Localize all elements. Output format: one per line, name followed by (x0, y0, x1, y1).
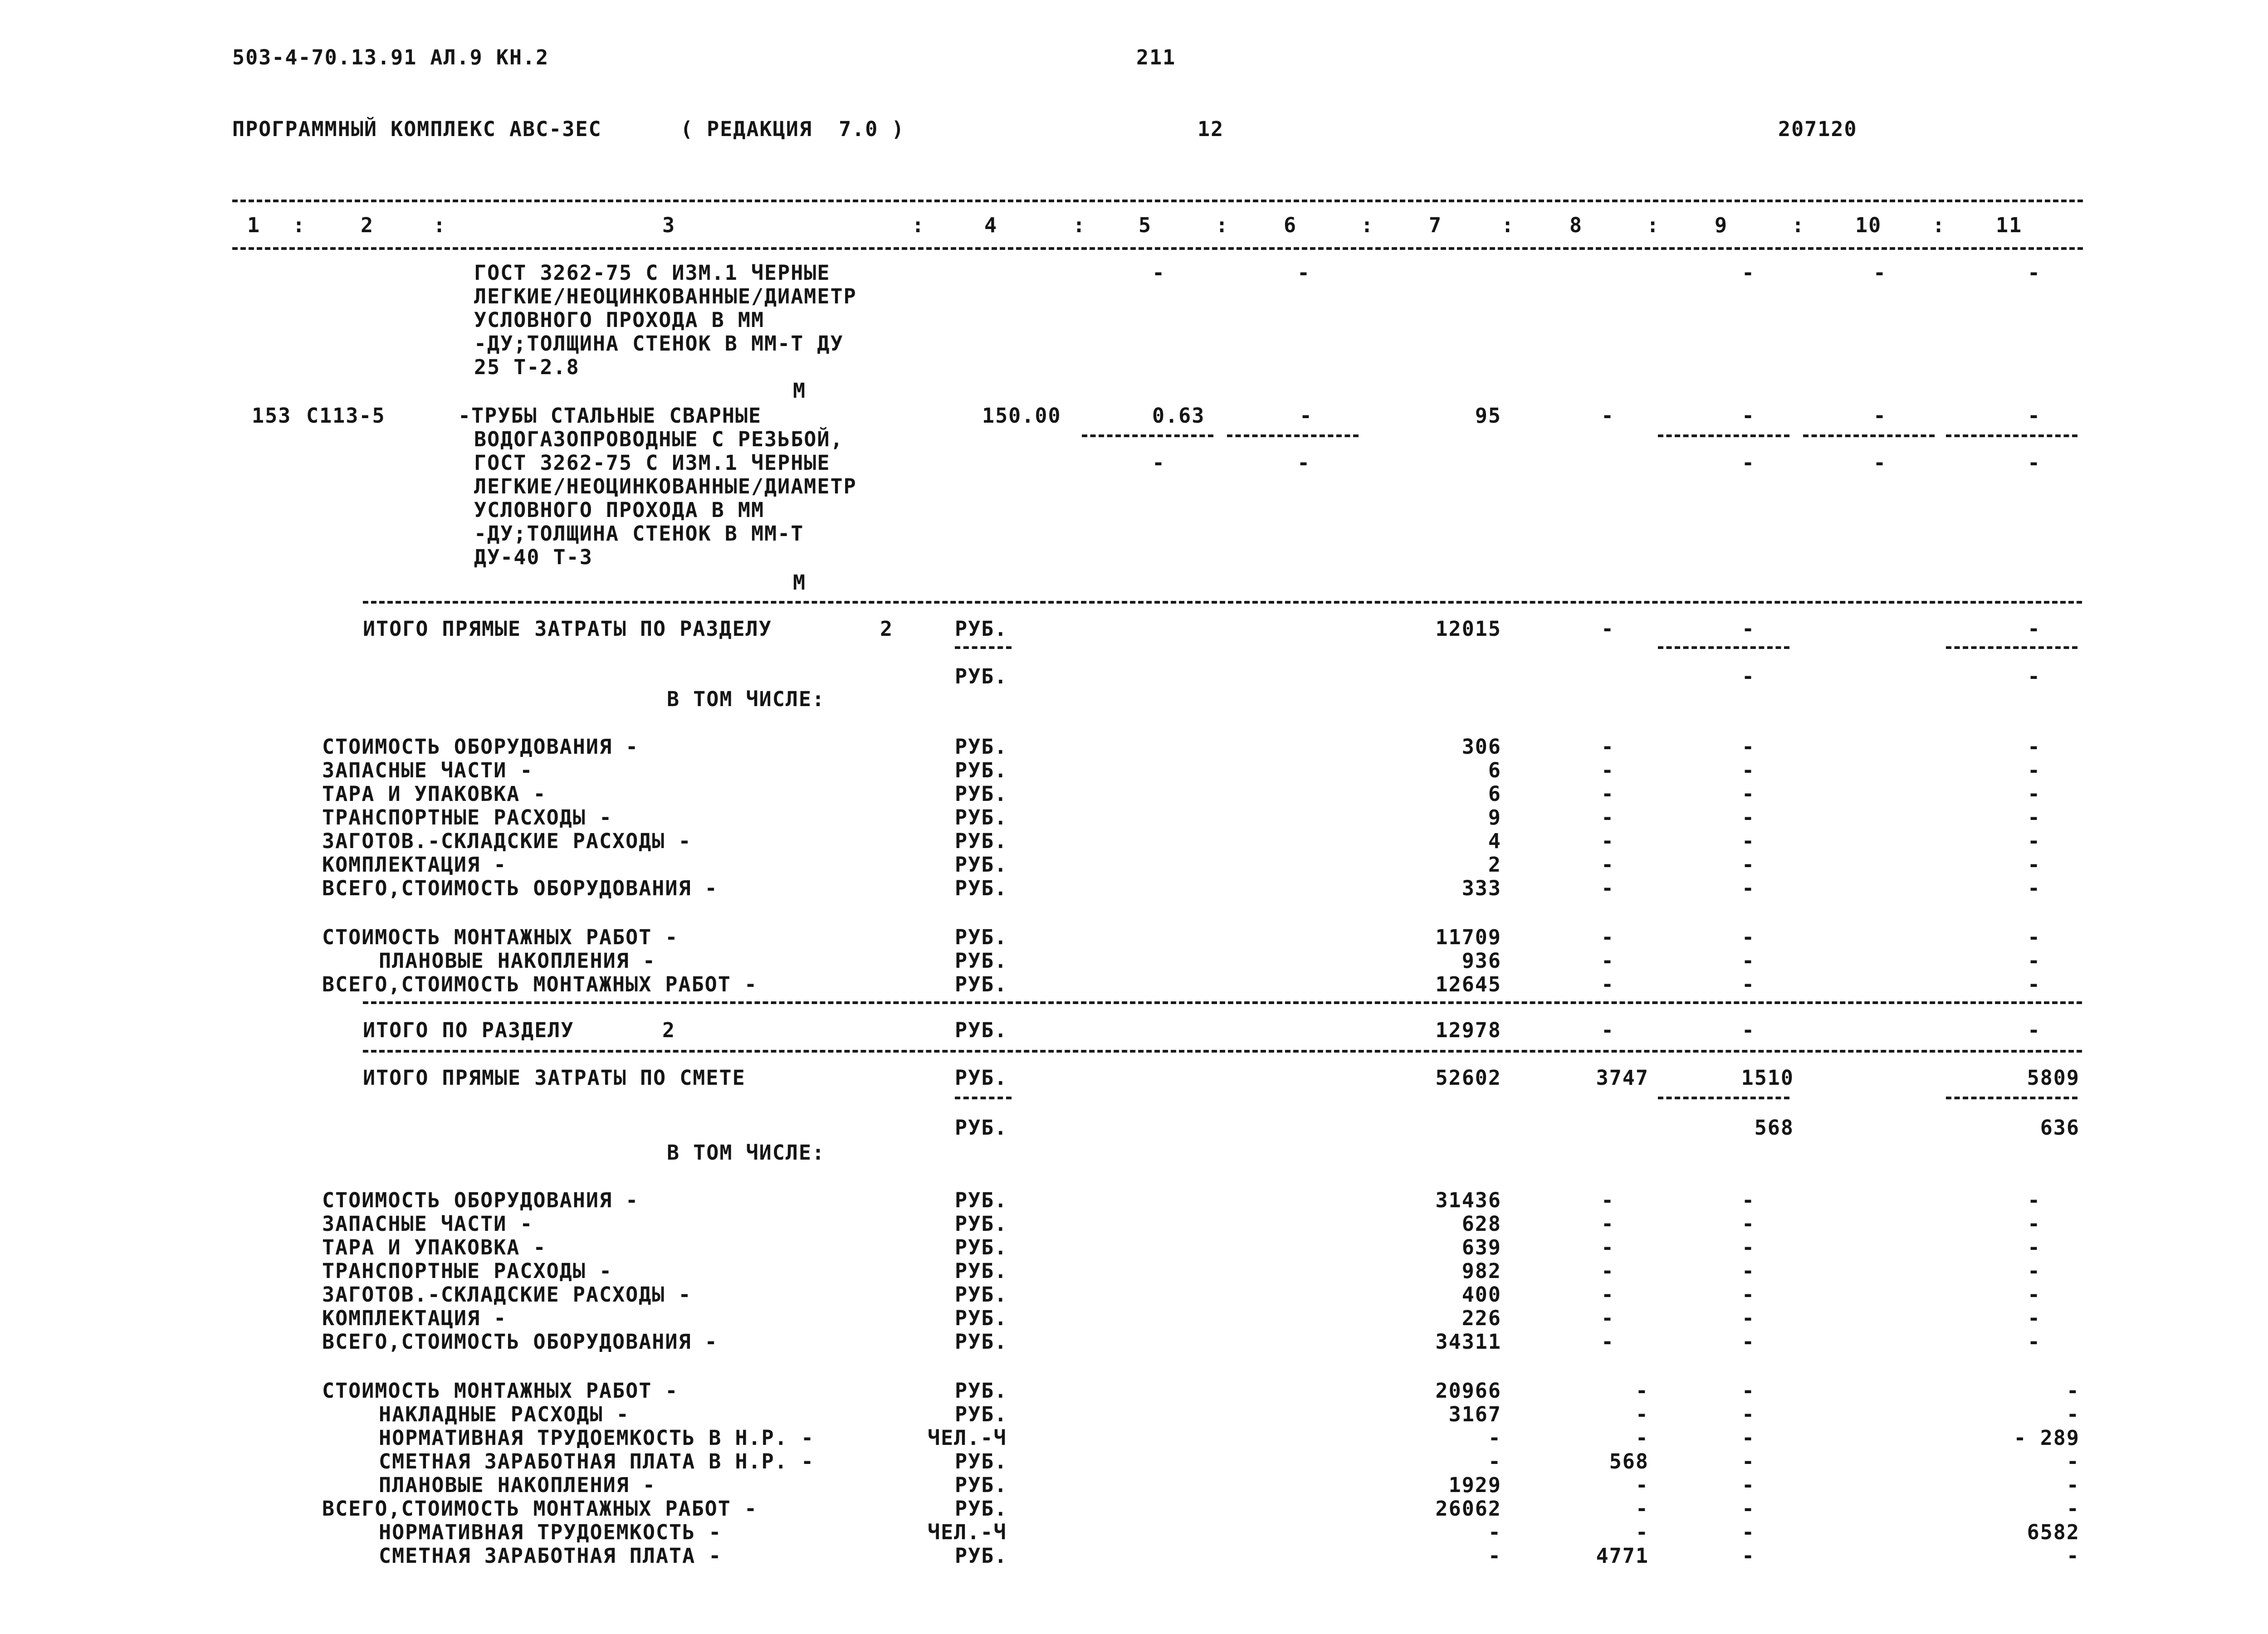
unit: РУБ. (955, 1449, 1008, 1473)
item-text-line: -ДУ;ТОЛЩИНА СТЕНОК В ММ-Т (474, 522, 804, 546)
unit: РУБ. (955, 1283, 1008, 1307)
dash-mark: - (1601, 949, 1615, 973)
dash-mark: - (2028, 1212, 2041, 1236)
unit: РУБ. (955, 949, 1008, 973)
item-text-line: 25 Т-2.8 (474, 355, 580, 379)
cost-value: 3167 (1448, 1402, 1501, 1426)
sub-rule (1658, 434, 1789, 437)
col-header: 3 (662, 213, 676, 237)
dash-mark: - (1873, 451, 1887, 475)
dash-mark: - (1601, 1259, 1615, 1283)
unit: РУБ. (955, 805, 1008, 829)
including-label: В ТОМ ЧИСЛЕ: (667, 687, 826, 711)
sub-rule (955, 646, 1012, 649)
dash-mark: - (1742, 261, 1755, 285)
dash-mark: - (1742, 1306, 1755, 1330)
cost-label: НОРМАТИВНАЯ ТРУДОЕМКОСТЬ - (379, 1520, 722, 1544)
col11-value: 6582 (2027, 1520, 2080, 1544)
col8-value: - (1635, 1426, 1649, 1450)
item-total: 95 (1475, 404, 1501, 428)
program-name: ПРОГРАММНЫЙ КОМПЛЕКС АВС-3ЕС (232, 117, 602, 141)
dash-mark: - (1742, 451, 1755, 475)
sub-rule (1658, 646, 1789, 649)
col11-value: - (2066, 1473, 2080, 1497)
dash-mark: - (1601, 404, 1615, 428)
section-rule (363, 601, 2082, 604)
cost-value: 333 (1461, 876, 1501, 900)
dash-mark: - (1601, 876, 1615, 900)
col8-value: - (1635, 1497, 1649, 1521)
cost-label: СМЕТНАЯ ЗАРАБОТНАЯ ПЛАТА В Н.Р. - (379, 1449, 815, 1473)
sub-rule (1227, 434, 1359, 437)
unit: РУБ. (955, 1188, 1008, 1212)
estimate-col11: 5809 (2027, 1066, 2080, 1090)
unit: РУБ. (955, 664, 1008, 688)
dash-mark: - (2028, 1235, 2041, 1259)
dash-mark: - (2028, 261, 2041, 285)
cost-label: ЗАПАСНЫЕ ЧАСТИ - (322, 758, 533, 782)
cost-label: ЗАПАСНЫЕ ЧАСТИ - (322, 1212, 533, 1236)
item-unit: М (793, 571, 807, 595)
col-header: 10 (1855, 213, 1882, 237)
section-direct-label: ИТОГО ПРЯМЫЕ ЗАТРАТЫ ПО РАЗДЕЛУ (363, 617, 772, 641)
col8-value: - (1635, 1520, 1649, 1544)
unit: РУБ. (955, 1259, 1008, 1283)
doc-number: 207120 (1778, 117, 1857, 141)
sub-rule (1946, 646, 2077, 649)
cost-value: 6 (1488, 758, 1501, 782)
dash-mark: - (1742, 972, 1755, 996)
unit: ЧЕЛ.-Ч (928, 1426, 1007, 1450)
dash-mark: - (1601, 1235, 1615, 1259)
doc-code: 503-4-70.13.91 АЛ.9 КН.2 (232, 45, 549, 69)
dash-mark: - (1601, 1283, 1615, 1307)
including-label: В ТОМ ЧИСЛЕ: (667, 1141, 826, 1165)
dash-mark: - (1152, 261, 1166, 285)
item-code: С113-5 (306, 404, 386, 428)
col-header: 5 (1139, 213, 1152, 237)
cost-label: НАКЛАДНЫЕ РАСХОДЫ - (379, 1402, 630, 1426)
dash-mark: - (2028, 949, 2041, 973)
sub-rule (1803, 434, 1935, 437)
col-header: 7 (1429, 213, 1442, 237)
col-header: 1 (247, 213, 261, 237)
dash-mark: - (2028, 972, 2041, 996)
cost-value: - (1488, 1426, 1501, 1450)
dash-mark: - (1742, 1520, 1755, 1544)
unit: РУБ. (955, 829, 1008, 853)
cost-value: 982 (1461, 1259, 1501, 1283)
dash-mark: - (1601, 1306, 1615, 1330)
cost-value: 12645 (1435, 972, 1501, 996)
col-sep: : (1792, 213, 1805, 237)
item-text-line: УСЛОВНОГО ПРОХОДА В ММ (474, 498, 765, 522)
dash-mark: - (1742, 1188, 1755, 1212)
dash-mark: - (1297, 451, 1311, 475)
col-header: 4 (984, 213, 998, 237)
cost-value: 306 (1461, 735, 1501, 759)
item-text-line: ВОДОГАЗОПРОВОДНЫЕ С РЕЗЬБОЙ, (474, 427, 844, 451)
dash-mark: - (1742, 1259, 1755, 1283)
cost-label: ЗАГОТОВ.-СКЛАДСКИЕ РАСХОДЫ - (322, 829, 692, 853)
cost-label: ВСЕГО,СТОИМОСТЬ МОНТАЖНЫХ РАБОТ - (322, 972, 758, 996)
unit: РУБ. (955, 972, 1008, 996)
dash-mark: - (2028, 782, 2041, 806)
dash-mark: - (1742, 1402, 1755, 1426)
dash-mark: - (1873, 261, 1887, 285)
col-sep: : (912, 213, 925, 237)
dash-mark: - (2028, 876, 2041, 900)
dash-mark: - (1601, 617, 1615, 641)
dash-mark: - (1601, 1018, 1615, 1042)
unit: ЧЕЛ.-Ч (928, 1520, 1007, 1544)
cost-label: ТРАНСПОРТНЫЕ РАСХОДЫ - (322, 805, 613, 829)
col-header: 8 (1569, 213, 1583, 237)
unit: РУБ. (955, 1402, 1008, 1426)
unit: РУБ. (955, 1473, 1008, 1497)
dash-mark: - (2028, 805, 2041, 829)
col-header: 6 (1284, 213, 1297, 237)
unit: РУБ. (955, 1306, 1008, 1330)
unit: РУБ. (955, 735, 1008, 759)
dash-mark: - (2028, 1330, 2041, 1354)
col-sep: : (1073, 213, 1086, 237)
dash-mark: - (2028, 853, 2041, 877)
dash-mark: - (1742, 925, 1755, 949)
unit: РУБ. (955, 1379, 1008, 1403)
dash-mark: - (1297, 261, 1311, 285)
cost-value: - (1488, 1520, 1501, 1544)
dash-mark: - (2028, 1018, 2041, 1042)
dash-mark: - (1601, 735, 1615, 759)
estimate-col8: 3747 (1596, 1066, 1649, 1090)
dash-mark: - (2028, 1188, 2041, 1212)
col11-value: - (2066, 1402, 2080, 1426)
section-number: 2 (662, 1018, 676, 1042)
cost-value: 9 (1488, 805, 1501, 829)
col-sep: : (293, 213, 306, 237)
dash-mark: - (2028, 735, 2041, 759)
unit: РУБ. (955, 1066, 1008, 1090)
unit: РУБ. (955, 1544, 1008, 1568)
col-sep: : (1216, 213, 1229, 237)
cost-value: 20966 (1435, 1379, 1501, 1403)
dash-mark: - (1742, 1473, 1755, 1497)
cost-label: СТОИМОСТЬ МОНТАЖНЫХ РАБОТ - (322, 1379, 679, 1403)
item-text-line: УСЛОВНОГО ПРОХОДА В ММ (474, 308, 765, 332)
estimate-col9: 1510 (1741, 1066, 1794, 1090)
cost-label: ТРАНСПОРТНЫЕ РАСХОДЫ - (322, 1259, 613, 1283)
sub-rule (1946, 434, 2077, 437)
col11-value: - (2066, 1544, 2080, 1568)
item-text-line: ГОСТ 3262-75 С ИЗМ.1 ЧЕРНЫЕ (474, 261, 831, 285)
dash-mark: - (1742, 1018, 1755, 1042)
dash-mark: - (1601, 1188, 1615, 1212)
dash-mark: - (1742, 1379, 1755, 1403)
item-text-line: ДУ-40 Т-3 (474, 545, 593, 569)
cost-value: 936 (1461, 949, 1501, 973)
section-total-value: 12978 (1435, 1018, 1501, 1042)
cost-label: СТОИМОСТЬ ОБОРУДОВАНИЯ - (322, 735, 639, 759)
cost-label: СМЕТНАЯ ЗАРАБОТНАЯ ПЛАТА - (379, 1544, 722, 1568)
dash-mark: - (1742, 829, 1755, 853)
dash-mark: - (1742, 404, 1755, 428)
dash-mark: - (2028, 664, 2041, 688)
col-sep: : (433, 213, 447, 237)
section-direct-total: 12015 (1435, 617, 1501, 641)
estimate-col11-sub: 636 (2040, 1116, 2080, 1140)
dash-mark: - (1742, 805, 1755, 829)
col-sep: : (1647, 213, 1660, 237)
dash-mark: - (1742, 758, 1755, 782)
col-sep: : (1361, 213, 1374, 237)
cost-value: - (1488, 1544, 1501, 1568)
cost-value: 26062 (1435, 1497, 1501, 1521)
dash-mark: - (2028, 617, 2041, 641)
cost-value: 226 (1461, 1306, 1501, 1330)
dash-mark: - (1742, 949, 1755, 973)
table-top-rule (232, 200, 2083, 202)
col11-value: - (2066, 1449, 2080, 1473)
dash-mark: - (2028, 1259, 2041, 1283)
sub-rule (955, 1097, 1012, 1099)
sub-rule (1082, 434, 1213, 437)
col11-value: - (2066, 1379, 2080, 1403)
dash-mark: - (1742, 617, 1755, 641)
dash-mark: - (2028, 451, 2041, 475)
dash-mark: - (1742, 876, 1755, 900)
dash-mark: - (1742, 1497, 1755, 1521)
unit: РУБ. (955, 758, 1008, 782)
cost-label: НОРМАТИВНАЯ ТРУДОЕМКОСТЬ В Н.Р. - (379, 1426, 815, 1450)
cost-label: ПЛАНОВЫЕ НАКОПЛЕНИЯ - (379, 949, 656, 973)
sub-rule (1658, 1097, 1789, 1099)
item-unit: М (793, 379, 807, 403)
item-text-line: -ТРУБЫ СТАЛЬНЫЕ СВАРНЫЕ (458, 404, 762, 428)
item-text-line: ЛЕГКИЕ/НЕОЦИНКОВАННЫЕ/ДИАМЕТР (474, 284, 857, 308)
unit: РУБ. (955, 1116, 1008, 1140)
cost-label: СТОИМОСТЬ ОБОРУДОВАНИЯ - (322, 1188, 639, 1212)
dash-mark: - (1601, 853, 1615, 877)
estimate-col9-sub: 568 (1754, 1116, 1794, 1140)
cost-value: - (1488, 1449, 1501, 1473)
cost-value: 4 (1488, 829, 1501, 853)
col11-value: - (2066, 1497, 2080, 1521)
unit: РУБ. (955, 925, 1008, 949)
cost-label: КОМПЛЕКТАЦИЯ - (322, 853, 507, 877)
unit: РУБ. (955, 782, 1008, 806)
col8-value: 568 (1609, 1449, 1649, 1473)
col-header: 9 (1715, 213, 1728, 237)
dash-mark: - (1742, 1544, 1755, 1568)
dash-mark: - (1742, 1235, 1755, 1259)
cost-label: ЗАГОТОВ.-СКЛАДСКИЕ РАСХОДЫ - (322, 1283, 692, 1307)
unit: РУБ. (955, 876, 1008, 900)
dash-mark: - (1742, 1283, 1755, 1307)
dash-mark: - (1601, 805, 1615, 829)
cost-label: ТАРА И УПАКОВКА - (322, 782, 547, 806)
cost-label: ВСЕГО,СТОИМОСТЬ ОБОРУДОВАНИЯ - (322, 1330, 718, 1354)
dash-mark: - (1601, 1212, 1615, 1236)
cost-label: ПЛАНОВЫЕ НАКОПЛЕНИЯ - (379, 1473, 656, 1497)
item-text-line: ЛЕГКИЕ/НЕОЦИНКОВАННЫЕ/ДИАМЕТР (474, 474, 857, 498)
unit: РУБ. (955, 617, 1008, 641)
cost-value: 400 (1461, 1283, 1501, 1307)
dash-mark: - (1601, 782, 1615, 806)
col8-value: - (1635, 1379, 1649, 1403)
dash-mark: - (1601, 758, 1615, 782)
dash-mark: - (2028, 758, 2041, 782)
dash-mark: - (2028, 404, 2041, 428)
unit: РУБ. (955, 1497, 1008, 1521)
col-sep: : (1501, 213, 1515, 237)
dash-mark: - (2028, 1306, 2041, 1330)
item-quantity: 150.00 (982, 404, 1061, 428)
unit: РУБ. (955, 1235, 1008, 1259)
cost-label: ТАРА И УПАКОВКА - (322, 1235, 547, 1259)
cost-label: СТОИМОСТЬ МОНТАЖНЫХ РАБОТ - (322, 925, 679, 949)
dash-mark: - (1742, 782, 1755, 806)
unit: РУБ. (955, 1018, 1008, 1042)
col-header: 2 (361, 213, 374, 237)
cost-value: 31436 (1435, 1188, 1501, 1212)
page-number: 211 (1136, 45, 1176, 69)
dash-mark: - (2028, 925, 2041, 949)
dash-mark: - (1742, 1426, 1755, 1450)
item-unit-price: 0.63 (1152, 404, 1205, 428)
col8-value: - (1635, 1402, 1649, 1426)
dash-mark: - (1300, 404, 1313, 428)
section-number: 2 (880, 617, 894, 641)
estimate-direct-total: 52602 (1435, 1066, 1501, 1090)
unit: РУБ. (955, 853, 1008, 877)
dash-mark: - (1742, 1330, 1755, 1354)
header-bottom-rule (232, 247, 2083, 250)
dash-mark: - (1742, 1449, 1755, 1473)
cost-value: 639 (1461, 1235, 1501, 1259)
unit: РУБ. (955, 1330, 1008, 1354)
dash-mark: - (1152, 451, 1166, 475)
sub-rule (1946, 1097, 2077, 1099)
edition: ( РЕДАКЦИЯ 7.0 ) (680, 117, 905, 141)
dash-mark: - (1742, 664, 1755, 688)
col11-value: - 289 (2014, 1426, 2080, 1450)
dash-mark: - (2028, 829, 2041, 853)
dash-mark: - (1601, 972, 1615, 996)
item-text-line: ГОСТ 3262-75 С ИЗМ.1 ЧЕРНЫЕ (474, 451, 831, 475)
cost-value: 628 (1461, 1212, 1501, 1236)
cost-label: ВСЕГО,СТОИМОСТЬ ОБОРУДОВАНИЯ - (322, 876, 718, 900)
cost-value: 6 (1488, 782, 1501, 806)
dash-mark: - (2028, 1283, 2041, 1307)
section-total-label: ИТОГО ПО РАЗДЕЛУ (363, 1018, 574, 1042)
dash-mark: - (1601, 925, 1615, 949)
item-number: 153 (252, 404, 292, 428)
cost-value: 2 (1488, 853, 1501, 877)
section-rule (363, 1001, 2082, 1004)
cost-value: 1929 (1448, 1473, 1501, 1497)
dash-mark: - (1742, 1212, 1755, 1236)
unit: РУБ. (955, 1212, 1008, 1236)
item-text-line: -ДУ;ТОЛЩИНА СТЕНОК В ММ-Т ДУ (474, 332, 844, 356)
cost-label: КОМПЛЕКТАЦИЯ - (322, 1306, 507, 1330)
col8-value: - (1635, 1473, 1649, 1497)
section-rule (363, 1050, 2082, 1053)
sheet-number: 12 (1198, 117, 1224, 141)
col-sep: : (1932, 213, 1946, 237)
cost-value: 11709 (1435, 925, 1501, 949)
cost-value: 34311 (1435, 1330, 1501, 1354)
estimate-direct-label: ИТОГО ПРЯМЫЕ ЗАТРАТЫ ПО СМЕТЕ (363, 1066, 746, 1090)
col-header: 11 (1996, 213, 2023, 237)
dash-mark: - (1601, 829, 1615, 853)
dash-mark: - (1601, 1330, 1615, 1354)
dash-mark: - (1742, 735, 1755, 759)
cost-label: ВСЕГО,СТОИМОСТЬ МОНТАЖНЫХ РАБОТ - (322, 1497, 758, 1521)
dash-mark: - (1873, 404, 1887, 428)
dash-mark: - (1742, 853, 1755, 877)
col8-value: 4771 (1596, 1544, 1649, 1568)
